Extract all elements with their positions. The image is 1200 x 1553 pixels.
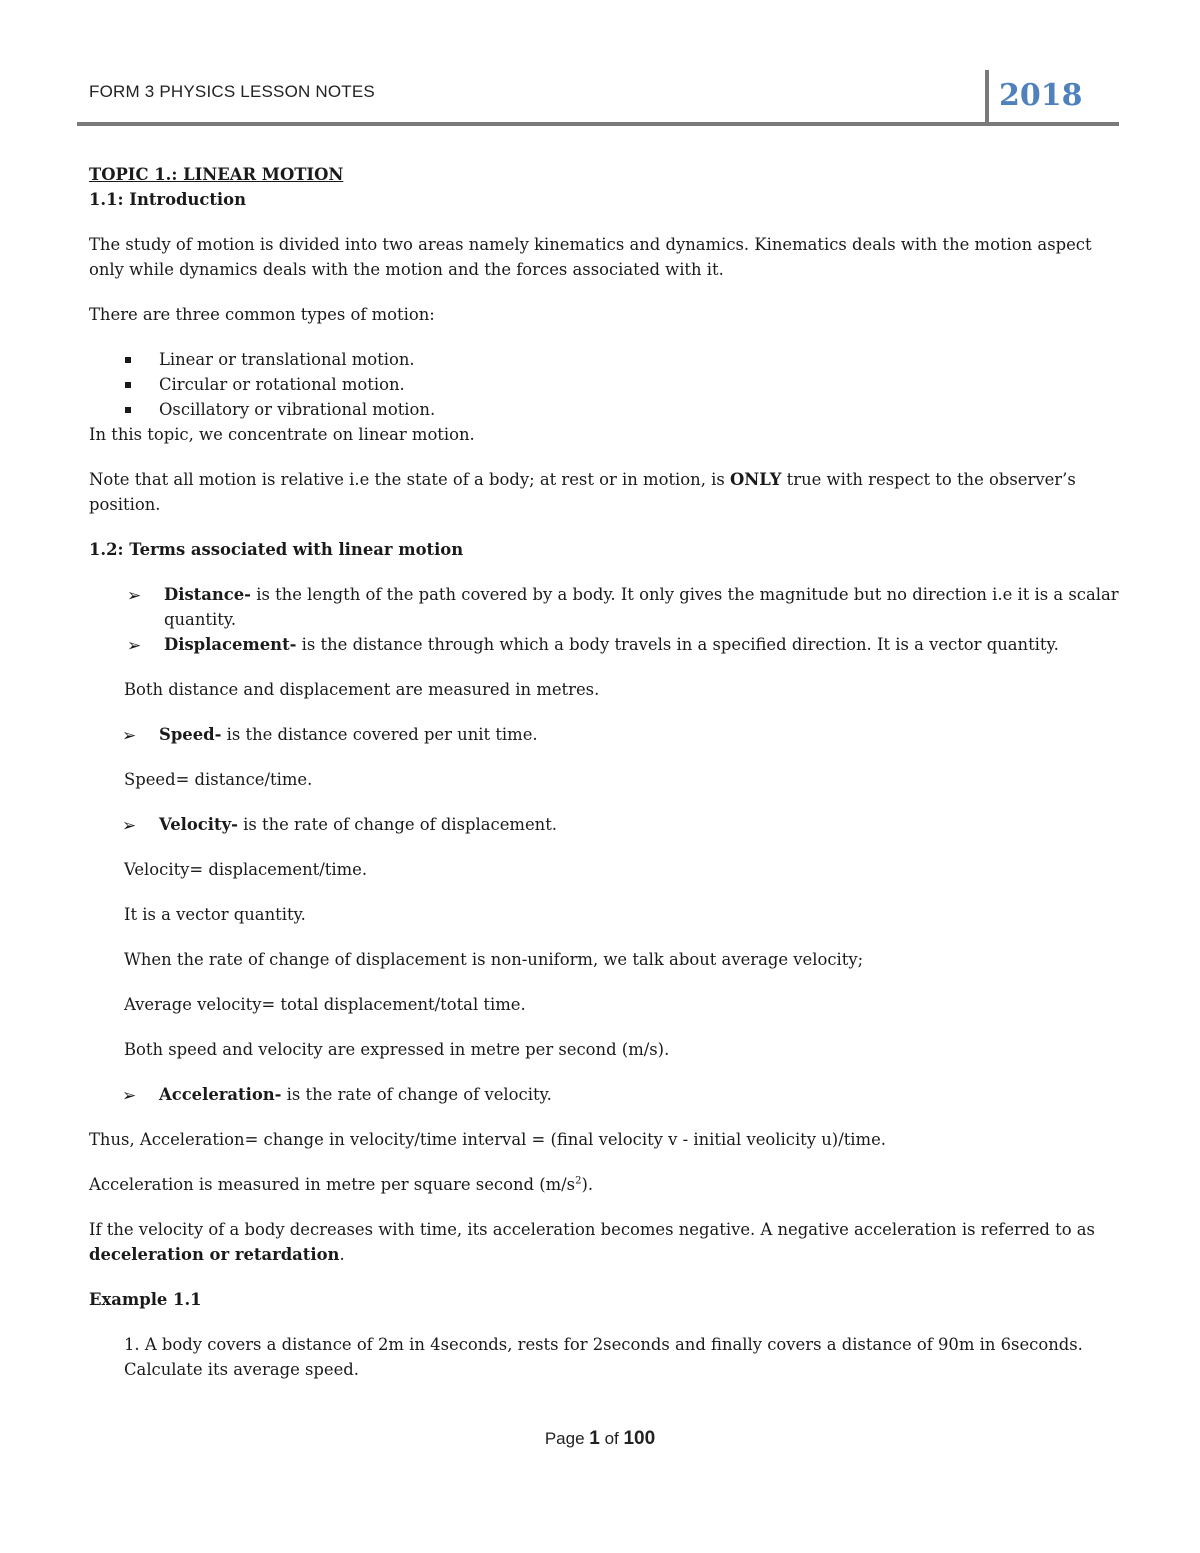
term-velocity: ➢ Velocity- is the rate of change of displacement. — [89, 812, 1129, 837]
page-header — [77, 70, 1119, 126]
avg-velocity-formula: Average velocity= total displacement/total time. — [124, 995, 526, 1014]
arrow-bullet-icon: ➢ — [127, 636, 142, 656]
term-speed: ➢ Speed- is the distance covered per unit time. — [89, 722, 1129, 747]
arrow-bullet-icon: ➢ — [127, 586, 142, 606]
accel-formula: Thus, Acceleration= change in velocity/time interval = (final velocity v - initial veolicity u)/time. — [89, 1130, 886, 1149]
nonuniform-note: When the rate of change of displacement is non-uniform, we talk about average velocity; — [124, 950, 864, 969]
page-number: 1 — [589, 1428, 600, 1449]
motion-types-list — [89, 347, 1129, 422]
relative-note: Note that all motion is relative i.e the state of a body; at rest or in motion, is ONLY true with respect to the observer’s position. — [89, 470, 1076, 514]
units-note: Both speed and velocity are expressed in metre per second (m/s). — [124, 1040, 670, 1059]
example-heading: Example 1.1 — [89, 1290, 202, 1309]
terms-heading: 1.2: Terms associated with linear motion — [89, 540, 464, 559]
header-title: FORM 3 PHYSICS LESSON NOTES — [89, 82, 375, 101]
list-item: Circular or rotational motion. — [89, 372, 1129, 397]
arrow-bullet-icon: ➢ — [122, 1086, 137, 1106]
arrow-bullet-icon: ➢ — [122, 726, 137, 746]
page-content — [89, 162, 1129, 1382]
square-bullet-icon — [125, 382, 131, 388]
page-footer: Page 1 of 100 — [544, 1428, 656, 1449]
header-year: 2018 — [999, 78, 1083, 113]
vector-note: It is a vector quantity. — [124, 905, 306, 924]
header-rule — [77, 122, 1119, 126]
negative-accel-note: If the velocity of a body decreases with time, its acceleration becomes negative. A negative acceleration is referred to as deceleration or retardation. — [89, 1220, 1095, 1264]
arrow-bullet-icon: ➢ — [122, 816, 137, 836]
accel-units: Acceleration is measured in metre per square second $(m/s^2)$. — [89, 1175, 594, 1194]
intro-paragraph: The study of motion is divided into two areas namely kinematics and dynamics. Kinematics deals with the motion aspect only while dynamics deals with the motion and the forces associated with it. — [89, 235, 1092, 279]
topic-title: TOPIC 1.: LINEAR MOTION — [89, 165, 344, 184]
intro-heading: 1.1: Introduction — [89, 190, 246, 209]
concentrate-line: In this topic, we concentrate on linear motion. — [89, 425, 475, 444]
list-item: Linear or translational motion. — [89, 347, 1129, 372]
term-acceleration: ➢ Acceleration- is the rate of change of velocity. — [89, 1082, 1129, 1107]
both-measured: Both distance and displacement are measured in metres. — [124, 680, 600, 699]
speed-formula: Speed= distance/time. — [124, 770, 313, 789]
term-displacement: ➢ Displacement- is the distance through which a body travels in a specified direction. It is a vector quantity. — [89, 632, 1129, 657]
square-bullet-icon — [125, 357, 131, 363]
types-intro: There are three common types of motion: — [89, 305, 435, 324]
term-distance: ➢ Distance- is the length of the path covered by a body. It only gives the magnitude but no direction i.e it is a scalar quantity. — [127, 585, 1119, 629]
page-total: 100 — [623, 1428, 656, 1449]
header-divider — [985, 70, 989, 126]
list-item: Oscillatory or vibrational motion. — [89, 397, 1129, 422]
example-question-1: 1. A body covers a distance of 2m in 4seconds, rests for 2seconds and finally covers a distance of 90m in 6seconds. Calculate its average speed. — [124, 1335, 1083, 1379]
square-bullet-icon — [125, 407, 131, 413]
velocity-formula: Velocity= displacement/time. — [124, 860, 368, 879]
